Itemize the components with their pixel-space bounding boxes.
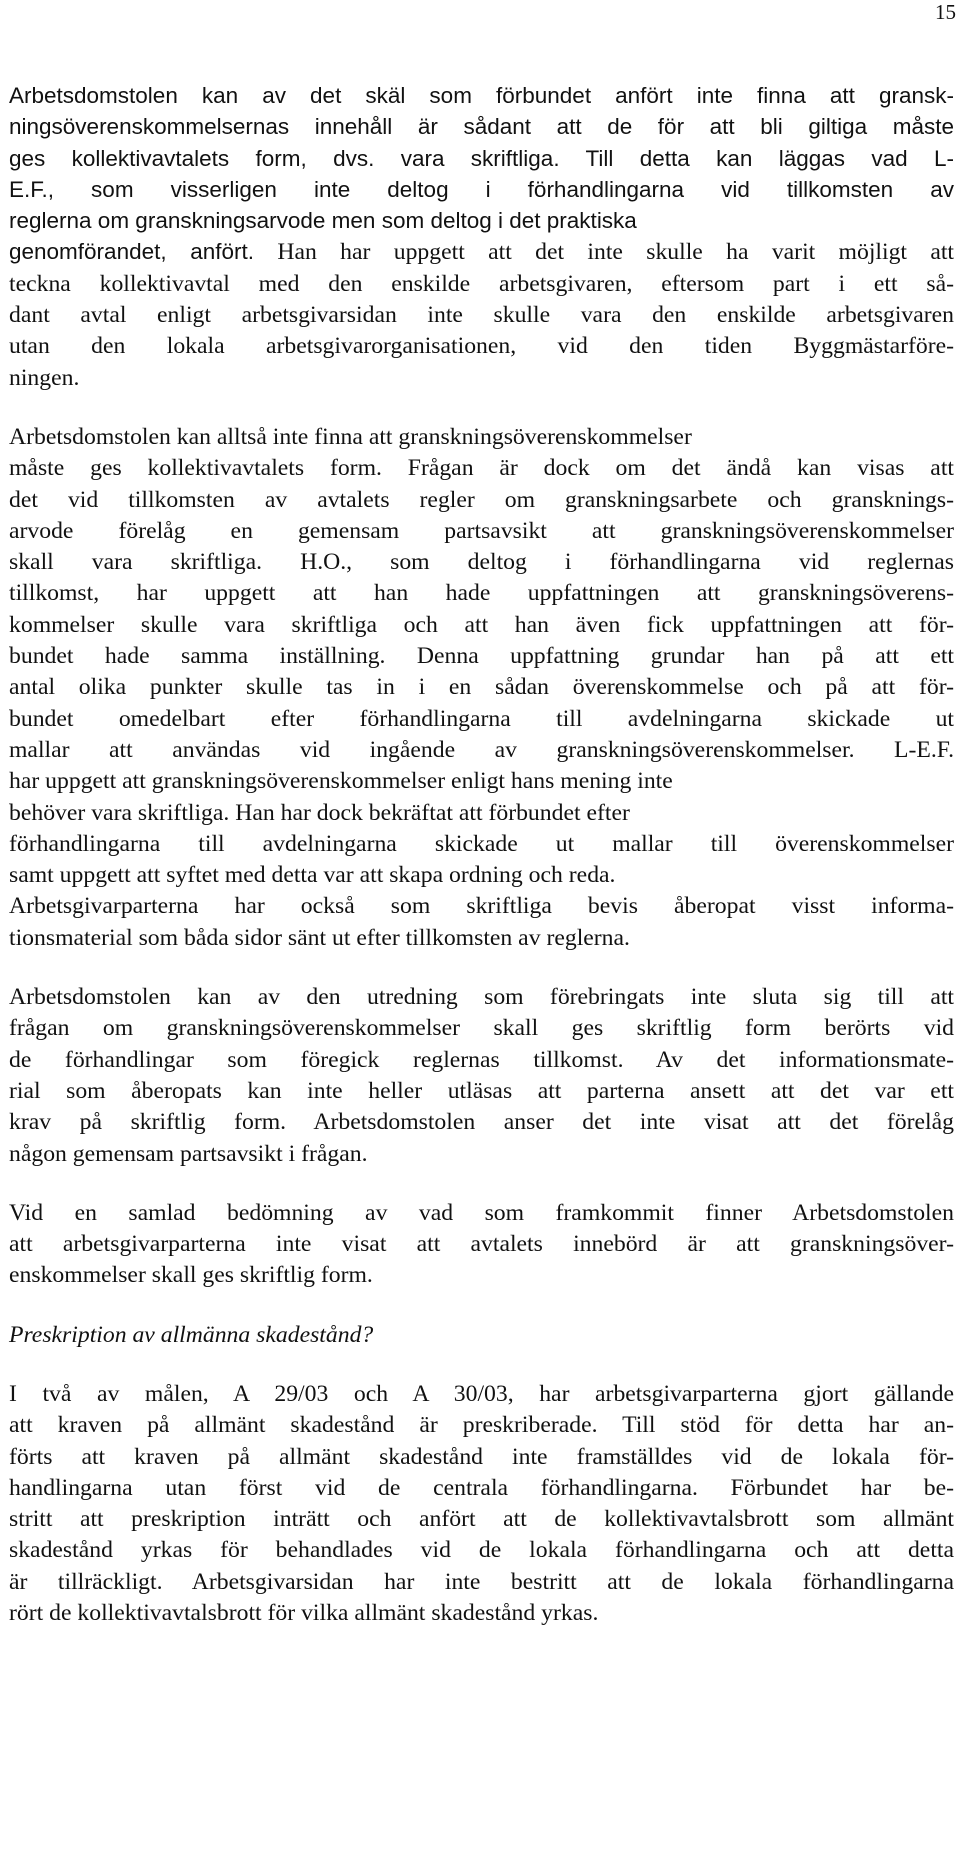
text-line: skall vara skriftliga. H.O., som deltog i förhandlingarna vid reglernas <box>9 549 954 576</box>
document-body <box>9 80 954 1657</box>
text-line: rört de kollektivavtalsbrott för vilka allmänt skadestånd yrkas. <box>9 1600 599 1627</box>
text-line: Arbetsdomstolen kan alltså inte finna att granskningsöverenskommelser <box>9 423 692 450</box>
text-line: Arbetsgivarparterna har också som skriftliga bevis åberopat visst informa- <box>9 893 954 920</box>
text-line: ningsöverenskommelsernas innehåll är sådant att de för att bli giltiga måste <box>9 114 954 140</box>
text-line: ges kollektivavtalets form, dvs. vara skriftliga. Till detta kan läggas vad L- <box>9 145 954 171</box>
text-line: krav på skriftlig form. Arbetsdomstolen anser det inte visat att det förelåg <box>9 1109 954 1136</box>
text-line: mallar att användas vid ingående av granskningsöverenskommelser. L-E.F. <box>9 736 954 763</box>
text-line: det vid tillkomsten av avtalets regler om granskningsarbete och gransknings- <box>9 486 954 513</box>
text-line: antal olika punkter skulle tas in i en sådan överenskommelse och på att för- <box>9 674 954 701</box>
text-line: förts att kraven på allmänt skadestånd inte framställdes vid de lokala för- <box>9 1443 954 1470</box>
text-line: handlingarna utan först vid de centrala förhandlingarna. Förbundet har be- <box>9 1474 954 1501</box>
text-line: frågan om granskningsöverenskommelser skall ges skriftlig form berörts vid <box>9 1015 954 1042</box>
paragraph <box>9 1379 954 1629</box>
text-line: I två av målen, A 29/03 och A 30/03, har arbetsgivarparterna gjort gällande <box>9 1380 954 1407</box>
paragraph-preskription <box>9 1379 954 1629</box>
text-line: stritt att preskription inträtt och anfört att de kollektivavtalsbrott som allmänt <box>9 1506 954 1533</box>
text-line: genomförandet, anfört. Han har uppgett att det inte skulle ha varit möjligt att <box>9 239 954 266</box>
text-line: ningen. <box>9 364 80 391</box>
text-line: är tillräckligt. Arbetsgivarsidan har inte bestritt att de lokala förhandlingarna <box>9 1568 954 1595</box>
paragraph <box>9 982 954 1170</box>
text-line: Arbetsdomstolen kan av det skäl som förbundet anfört inte finna att gransk- <box>9 83 954 108</box>
text-line: de förhandlingar som föregick reglernas tillkomst. Av det informationsmate- <box>9 1046 954 1073</box>
text-line: Arbetsdomstolen kan av den utredning som förebringats inte sluta sig till att <box>9 984 954 1011</box>
text-line: arvode förelåg en gemensam partsavsikt att granskningsöverenskommelser <box>9 517 954 544</box>
text-line: att kraven på allmänt skadestånd är preskriberade. Till stöd för detta har an- <box>9 1412 954 1439</box>
text-line: dant avtal enligt arbetsgivarsidan inte skulle vara den enskilde arbetsgivaren <box>9 302 954 329</box>
text-line: tillkomst, har uppgett att han hade uppfattningen att granskningsöverens- <box>9 580 954 607</box>
text-line: kommelser skulle vara skriftliga och att han även fick uppfattningen att för- <box>9 611 954 638</box>
text-line: samt uppgett att syftet med detta var att skapa ordning och reda. <box>9 862 616 889</box>
text-line: har uppgett att granskningsöverenskommelser enligt hans mening inte <box>9 768 673 795</box>
text-line: att arbetsgivarparterna inte visat att avtalets innebörd är att granskningsöver- <box>9 1231 954 1258</box>
paragraphs <box>9 80 954 1292</box>
text-line: någon gemensam partsavsikt i frågan. <box>9 1140 368 1167</box>
text-line: teckna kollektivavtal med den enskilde arbetsgivaren, eftersom part i ett så- <box>9 270 954 297</box>
text-line: bundet omedelbart efter förhandlingarna till avdelningarna skickade ut <box>9 705 954 732</box>
text-line: utan den lokala arbetsgivarorganisationen, vid den tiden Byggmästarföre- <box>9 333 954 360</box>
paragraph <box>9 1198 954 1292</box>
text-line: behöver vara skriftliga. Han har dock bekräftat att förbundet efter <box>9 799 630 826</box>
text-line: måste ges kollektivavtalets form. Frågan är dock om det ändå kan visas att <box>9 455 954 482</box>
text-line: skadestånd yrkas för behandlades vid de lokala förhandlingarna och att detta <box>9 1537 954 1564</box>
text-line: rial som åberopats kan inte heller utläsas att parterna ansett att det var ett <box>9 1077 954 1104</box>
text-line: reglerna om granskningsarvode men som deltog i det praktiska <box>9 208 637 234</box>
page-number: 15 <box>935 0 956 24</box>
text-line: enskommelser skall ges skriftlig form. <box>9 1262 373 1289</box>
text-line: tionsmaterial som båda sidor sänt ut efter tillkomsten av reglerna. <box>9 924 630 951</box>
text-line: E.F., som visserligen inte deltog i förhandlingarna vid tillkomsten av <box>9 176 954 202</box>
section-heading: Preskription av allmänna skadestånd? <box>9 1321 374 1348</box>
text-line: Vid en samlad bedömning av vad som framkommit finner Arbetsdomstolen <box>9 1199 954 1226</box>
text-line: förhandlingarna till avdelningarna skickade ut mallar till överenskommelser <box>9 830 954 857</box>
paragraph <box>9 422 954 954</box>
text-line: bundet hade samma inställning. Denna uppfattning grundar han på att ett <box>9 643 954 670</box>
paragraph <box>9 80 954 394</box>
